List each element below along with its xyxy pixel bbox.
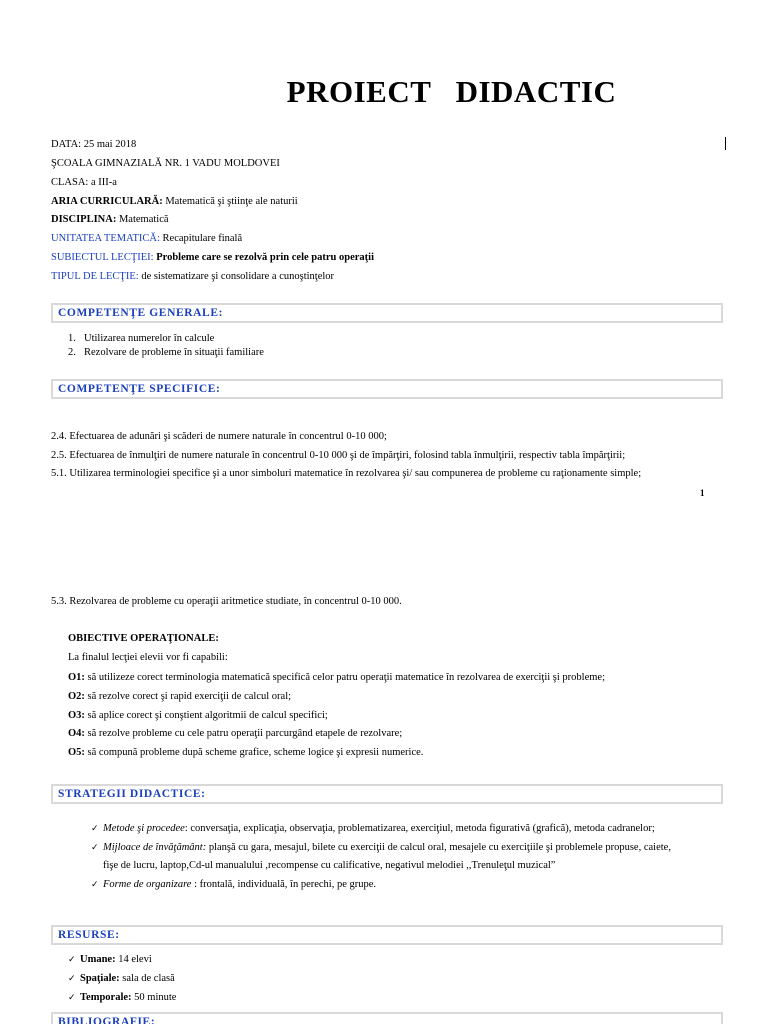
checkmark-icon: ✓	[68, 955, 76, 965]
objective-item: O3: să aplice corect şi conştient algoritmii de calcul specifici;	[68, 710, 328, 721]
discipline-label: DISCIPLINA:	[51, 214, 117, 225]
strategy-forms: ✓ Forme de organizare : frontală, individuală, în perechi, pe grupe.	[91, 879, 377, 890]
header-class	[51, 176, 117, 189]
resource-item: ✓ Spaţiale: sala de clasă	[68, 973, 175, 984]
page-number: 1	[700, 488, 705, 498]
checkmark-icon: ✓	[68, 974, 76, 984]
unit-label: UNITATEA TEMATICĂ:	[51, 233, 160, 244]
date-value: 25 mai 2018	[81, 139, 137, 150]
page-title: PROIECT DIDACTIC	[286, 74, 617, 109]
resource-item: ✓ Umane: 14 elevi	[68, 954, 152, 965]
checkmark-icon: ✓	[91, 824, 99, 834]
area-value: Matematică şi ştiinţe ale naturii	[162, 196, 298, 207]
specific-competence-item: 2.5. Efectuarea de înmulţiri de numere naturale în concentrul 0-10 000 şi de împărţiri, folosind tabla înmulţirii, respectiv tabla împărţirii;	[51, 450, 626, 461]
strategy-means-continued: fişe de lucru, laptop,Cd-ul manualului ,recompense cu calificative, negativul melodiei ,,Trenuleţul muzical”	[103, 860, 556, 871]
section-teaching-strategies	[51, 784, 723, 804]
section-title: RESURSE:	[53, 927, 721, 943]
objective-item: O4: să rezolve probleme cu cele patru operaţii parcurgând etapele de rezolvare;	[68, 728, 403, 739]
specific-competence-item: 2.4. Efectuarea de adunări şi scăderi de numere naturale în concentrul 0-10 000;	[51, 431, 387, 442]
section-resources	[51, 925, 723, 945]
checkmark-icon: ✓	[91, 880, 99, 890]
discipline-value: Matematică	[116, 214, 169, 225]
header-school: ŞCOALA GIMNAZIALĂ NR. 1 VADU MOLDOVEI	[51, 158, 280, 169]
section-title: STRATEGII DIDACTICE:	[53, 786, 721, 802]
objectives-heading: OBIECTIVE OPERAŢIONALE:	[68, 633, 219, 644]
class-value: a III-a	[88, 177, 117, 188]
unit-value: Recapitulare finală	[159, 233, 243, 244]
class-label: CLASA:	[51, 177, 89, 188]
subject-label: SUBIECTUL LECŢIEI:	[51, 252, 154, 263]
checkmark-icon: ✓	[68, 993, 76, 1003]
lesson-type-value: de sistematizare şi consolidare a cunoştinţelor	[138, 271, 335, 282]
section-title: BIBLIOGRAFIE:	[53, 1014, 721, 1024]
section-title: COMPETENŢE GENERALE:	[53, 305, 721, 321]
section-title: COMPETENŢE SPECIFICE:	[53, 381, 721, 397]
header-discipline	[51, 213, 169, 226]
area-label: ARIA CURRICULARĂ:	[51, 196, 163, 207]
strategy-methods: ✓ Metode şi procedee: conversaţia, explicaţia, observaţia, problematizarea, exerciţiul, metoda figurativă (grafică), metoda cadranelor;	[91, 823, 655, 834]
checkmark-icon: ✓	[91, 843, 99, 853]
section-specific-competences	[51, 379, 723, 399]
objective-item: O5: să compună probleme după scheme grafice, scheme logice şi expresii numerice.	[68, 747, 424, 758]
general-competences-list	[68, 332, 264, 359]
specific-competence-item: 5.3. Rezolvarea de probleme cu operaţii aritmetice studiate, în concentrul 0-10 000.	[51, 596, 402, 607]
section-general-competences	[51, 303, 723, 323]
objectives-intro: La finalul lecţiei elevii vor fi capabili:	[68, 652, 228, 663]
subject-value: Probleme care se rezolvă prin cele patru operaţii	[153, 252, 375, 263]
list-item: 2. Rezolvare de probleme în situaţii familiare	[68, 346, 264, 358]
objective-item: O1: să utilizeze corect terminologia matematică specifică celor patru operaţii matematice în rezolvarea de exerciţii şi probleme;	[68, 672, 605, 683]
lesson-type-label: TIPUL DE LECŢIE:	[51, 271, 139, 282]
resource-item: ✓ Temporale: 50 minute	[68, 992, 177, 1003]
section-bibliography	[51, 1012, 723, 1024]
objective-item: O2: să rezolve corect şi rapid exerciţii de calcul oral;	[68, 691, 292, 702]
strategy-means: ✓ Mijloace de învăţământ: planşă cu gara, mesajul, bilete cu exerciţii de calcul oral, mesajele cu exerciţiile şi problemele propuse, caiete,	[91, 842, 671, 853]
date-label: DATA:	[51, 139, 82, 150]
text-cursor	[725, 137, 726, 150]
list-item: 1. Utilizarea numerelor în calcule	[68, 333, 215, 344]
header-lesson-type	[51, 270, 334, 283]
header-unit	[51, 232, 242, 245]
header-area	[51, 195, 298, 208]
header-date	[51, 138, 136, 151]
header-subject	[51, 251, 374, 264]
specific-competence-item: 5.1. Utilizarea terminologiei specifice şi a unor simboluri matematice în rezolvarea şi/ sau compunerea de probleme cu raţionamente simple;	[51, 468, 642, 479]
